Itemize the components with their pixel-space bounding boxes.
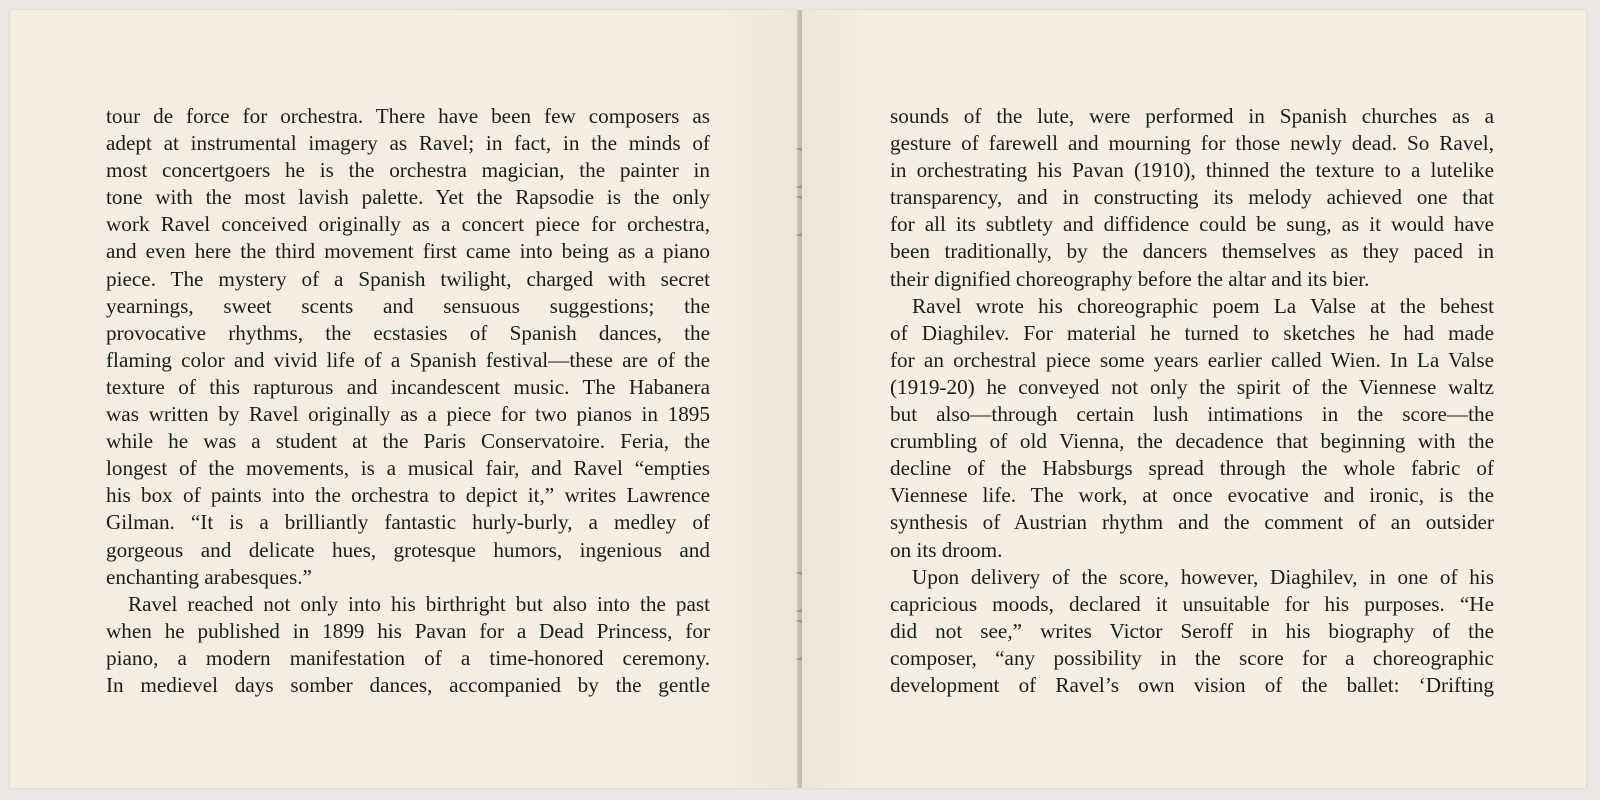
text-line: texture of this rapturous and incandescent music. The Habanera bbox=[106, 374, 710, 399]
text-line: tour de force for orchestra. There have been few composers as bbox=[106, 104, 710, 128]
text-line: did not see,” writes Victor Seroff in his biography of the bbox=[890, 618, 1494, 643]
text-line: Ravel wrote his choreographic poem La Valse at the behest bbox=[912, 293, 1494, 318]
text-line: been traditionally, by the dancers themselves as they paced in bbox=[890, 239, 1494, 264]
text-line: adept at instrumental imagery as Ravel; in fact, in the minds of bbox=[106, 131, 710, 156]
text-line: sounds of the lute, were performed in Spanish churches as a bbox=[890, 104, 1494, 128]
text-line: in orchestrating his Pavan (1910), thinned the texture to a lutelike bbox=[890, 158, 1494, 183]
text-line: piano, a modern manifestation of a time-honored ceremony. bbox=[106, 645, 710, 670]
text-line: for all its subtlety and diffidence could be sung, as it would have bbox=[890, 212, 1494, 237]
right-page bbox=[802, 10, 1586, 788]
text-line: flaming color and vivid life of a Spanish festival—these are of the bbox=[106, 347, 710, 372]
text-line: provocative rhythms, the ecstasies of Spanish dances, the bbox=[106, 320, 710, 345]
text-line: synthesis of Austrian rhythm and the comment of an outsider bbox=[890, 510, 1494, 535]
text-line: their dignified choreography before the altar and its bier. bbox=[890, 266, 1370, 291]
text-line: enchanting arabesques.” bbox=[106, 564, 312, 589]
right-page-text bbox=[890, 103, 1494, 699]
text-line: composer, “any possibility in the score for a choreographic bbox=[890, 645, 1494, 670]
text-line: was written by Ravel originally as a piece for two pianos in 1895 bbox=[106, 402, 710, 427]
text-line: longest of the movements, is a musical fair, and Ravel “empties bbox=[106, 456, 710, 481]
text-line: but also—through certain lush intimations in the score—the bbox=[890, 402, 1494, 427]
text-line: Upon delivery of the score, however, Diaghilev, in one of his bbox=[912, 564, 1494, 589]
text-line: transparency, and in constructing its melody achieved one that bbox=[890, 185, 1494, 210]
text-line: most concertgoers he is the orchestra magician, the painter in bbox=[106, 158, 710, 183]
text-line: yearnings, sweet scents and sensuous suggestions; the bbox=[106, 293, 710, 318]
text-line: work Ravel conceived originally as a concert piece for orchestra, bbox=[106, 212, 710, 237]
left-page-text bbox=[106, 103, 710, 699]
text-line: Viennese life. The work, at once evocative and ironic, is the bbox=[890, 483, 1494, 508]
text-line: In medievel days somber dances, accompanied by the gentle bbox=[106, 672, 710, 697]
text-line: decline of the Habsburgs spread through the whole fabric of bbox=[890, 456, 1494, 481]
left-page bbox=[10, 10, 798, 788]
text-line: and even here the third movement first came into being as a piano bbox=[106, 239, 710, 264]
text-line: of Diaghilev. For material he turned to sketches he had made bbox=[890, 320, 1494, 345]
text-line: Gilman. “It is a brilliantly fantastic hurly-burly, a medley of bbox=[106, 510, 710, 535]
text-line: for an orchestral piece some years earlier called Wien. In La Valse bbox=[890, 347, 1494, 372]
text-line: piece. The mystery of a Spanish twilight, charged with secret bbox=[106, 266, 710, 291]
text-line: development of Ravel’s own vision of the ballet: ‘Drifting bbox=[890, 672, 1494, 697]
text-line: on its droom. bbox=[890, 537, 1003, 562]
text-line: tone with the most lavish palette. Yet the Rapsodie is the only bbox=[106, 185, 710, 210]
text-line: crumbling of old Vienna, the decadence that beginning with the bbox=[890, 429, 1494, 454]
text-line: capricious moods, declared it unsuitable for his purposes. “He bbox=[890, 591, 1494, 616]
text-line: when he published in 1899 his Pavan for a Dead Princess, for bbox=[106, 618, 710, 643]
text-line: while he was a student at the Paris Conservatoire. Feria, the bbox=[106, 429, 710, 454]
text-line: gorgeous and delicate hues, grotesque humors, ingenious and bbox=[106, 537, 710, 562]
text-line: gesture of farewell and mourning for those newly dead. So Ravel, bbox=[890, 131, 1494, 156]
text-line: his box of paints into the orchestra to depict it,” writes Lawrence bbox=[106, 483, 710, 508]
text-line: (1919-20) he conveyed not only the spirit of the Viennese waltz bbox=[890, 374, 1494, 399]
text-line: Ravel reached not only into his birthright but also into the past bbox=[128, 591, 710, 616]
